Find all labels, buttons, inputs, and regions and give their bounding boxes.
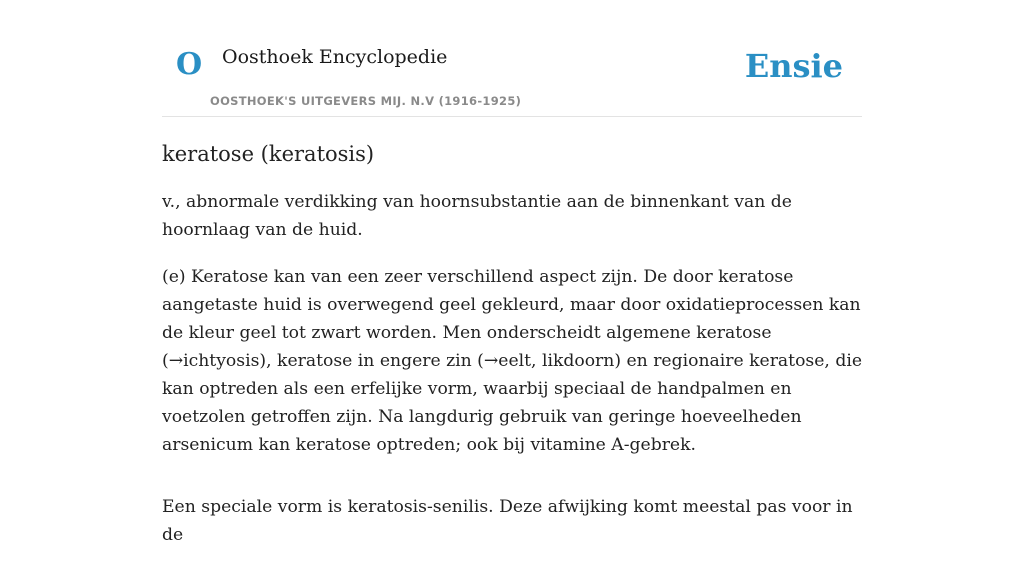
site-title[interactable]: Oosthoek Encyclopedie [222, 46, 448, 68]
site-header [162, 0, 862, 117]
article [162, 140, 862, 568]
article-title: keratose (keratosis) [162, 142, 375, 166]
article-continuation: Een speciale vorm is keratosis-senilis. Deze afwijking komt meestal pas voor in de [162, 497, 853, 545]
publisher-label: OOSTHOEK'S UITGEVERS MIJ. N.V (1916-1925) [210, 94, 522, 108]
article-definition: v., abnormale verdikking van hoornsubstantie aan de binnenkant van de hoornlaag van de huid. [162, 192, 792, 240]
article-body: (e) Keratose kan van een zeer verschillend aspect zijn. De door keratose aangetaste huid is overwegend geel gekleurd, maar door oxidatieprocessen kan de kleur geel tot zwart worden. Men onderscheidt algemene keratose (→ichtyosis), keratose in engere zin (→eelt, likdoorn) en regionaire keratose, die kan optreden als een erfelijke vorm, waarbij speciaal de handpalmen en voetzolen getroffen zijn. Na langdurig gebruik van geringe hoeveelheden arsenicum kan keratose optreden; ook bij vitamine A-gebrek. [162, 267, 863, 455]
brand-logo-link[interactable]: Ensie [744, 47, 843, 85]
logo-letter[interactable]: O [176, 47, 203, 82]
